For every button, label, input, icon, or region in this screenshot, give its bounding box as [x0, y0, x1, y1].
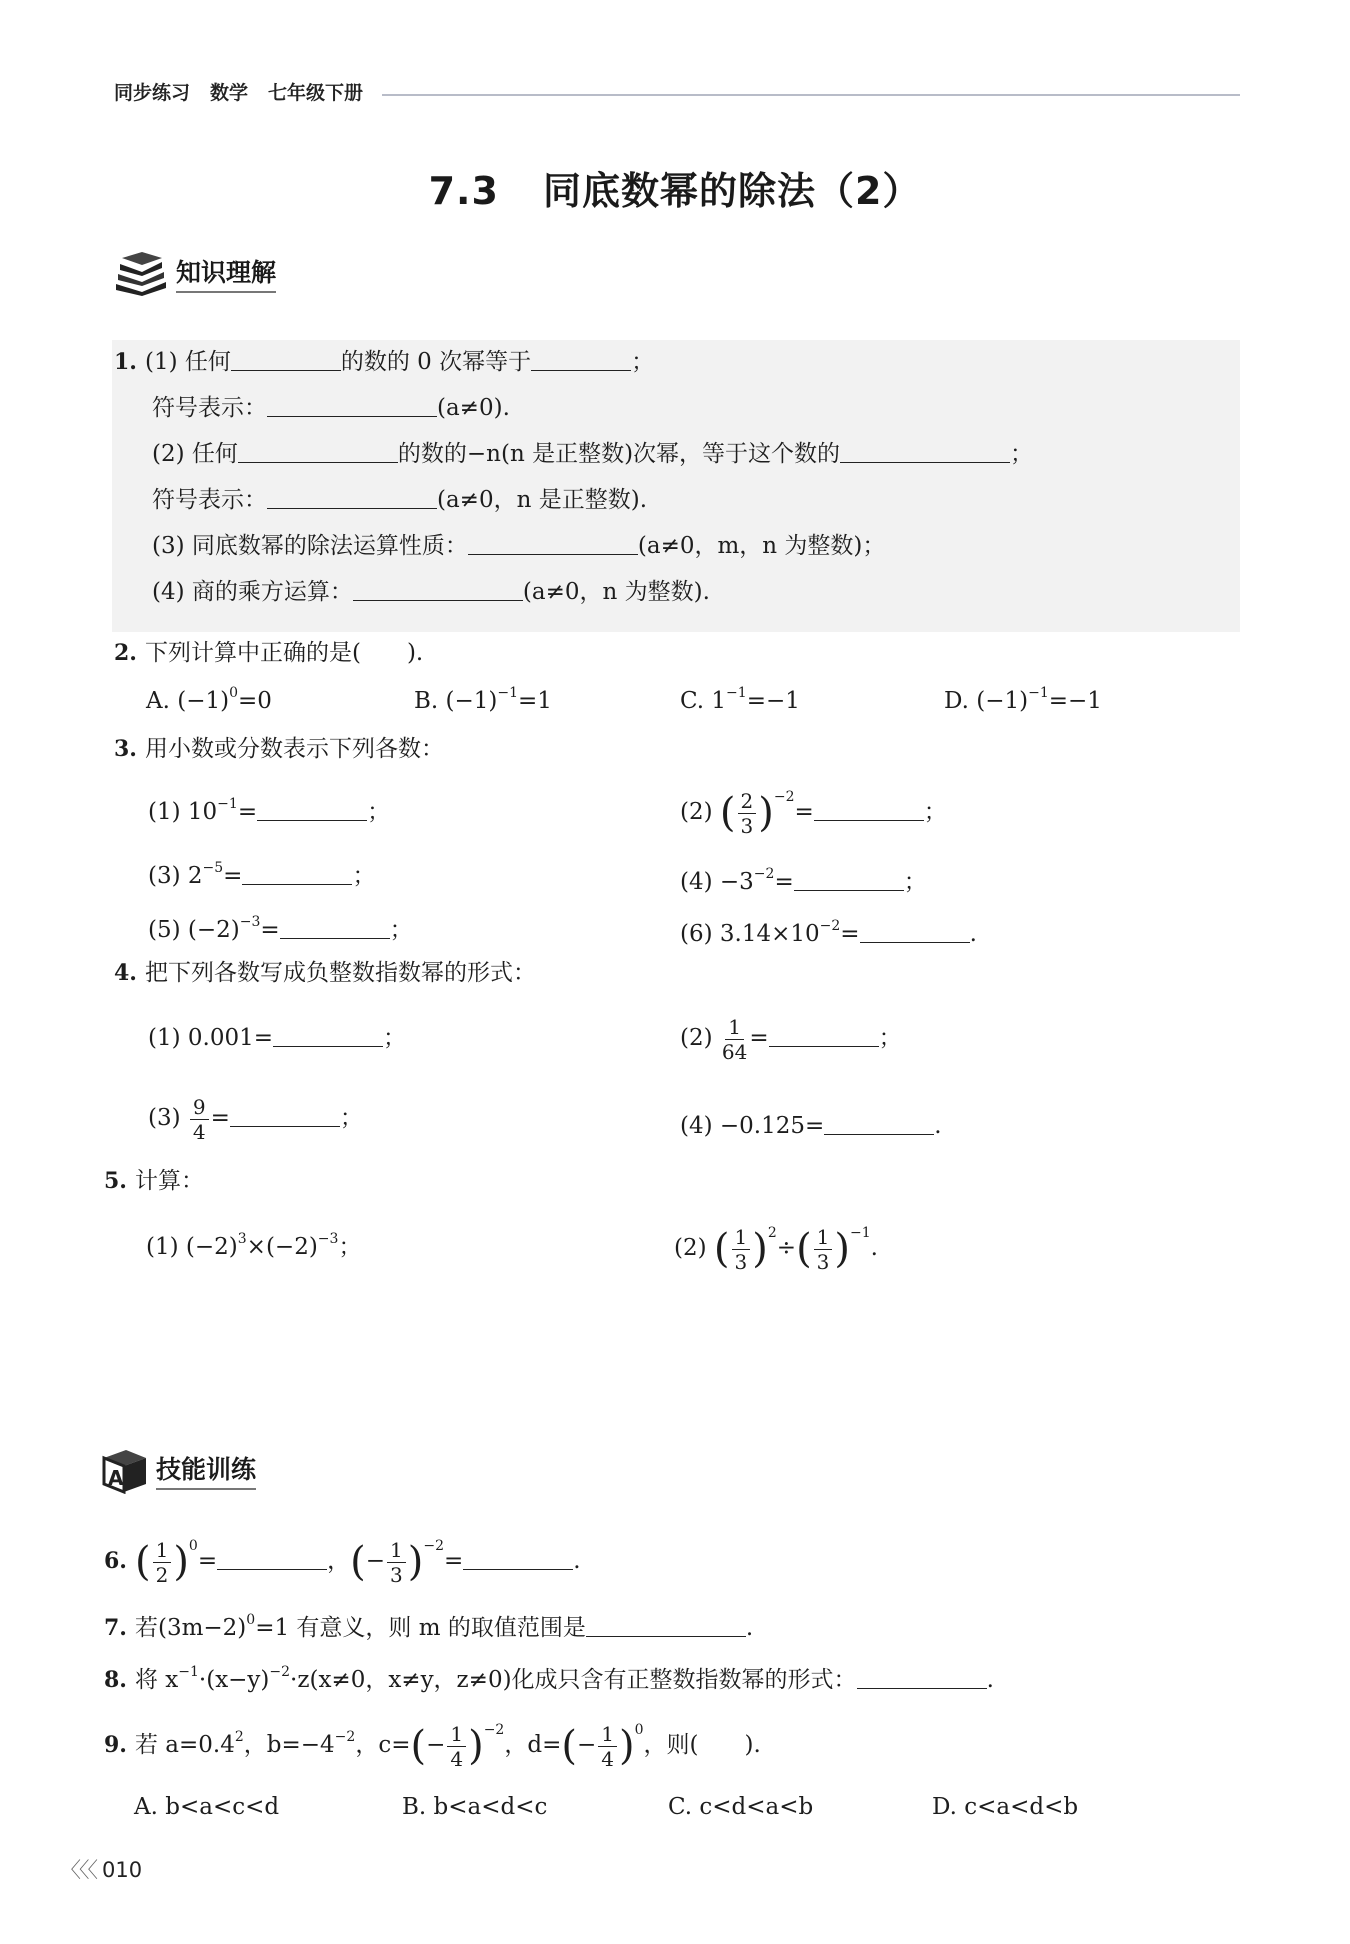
part-text: = — [840, 921, 860, 947]
part-text: (6) 3.14×10 — [680, 921, 820, 947]
numerator: 1 — [447, 1722, 466, 1747]
question-number: 9. — [104, 1732, 127, 1758]
part-text: = — [794, 799, 814, 825]
exponent: −1 — [726, 685, 747, 701]
denominator: 3 — [740, 813, 754, 838]
q8-text: ·z(x≠0，x≠y，z≠0)化成只含有正整数指数幂的形式： — [290, 1667, 857, 1693]
q2-option-a[interactable] — [146, 686, 272, 716]
grade: 七年级下册 — [268, 82, 364, 104]
answer-blank[interactable] — [794, 866, 904, 891]
q1-line-4 — [152, 484, 647, 515]
exponent: −2 — [819, 918, 841, 934]
answer-blank[interactable] — [267, 484, 437, 509]
denominator: 4 — [450, 1746, 464, 1771]
q5-stem — [104, 1166, 204, 1196]
answer-blank[interactable] — [273, 1022, 383, 1047]
answer-blank[interactable] — [280, 914, 390, 939]
paren-right: ) — [468, 1723, 484, 1769]
arrows-icon: 〈〈〈 — [60, 1858, 96, 1882]
q8-text: ·(x−y) — [198, 1667, 270, 1693]
q4-part-3 — [148, 1094, 363, 1144]
q3-part-4 — [680, 866, 927, 897]
question-number: 8. — [104, 1667, 127, 1693]
answer-blank[interactable] — [231, 346, 341, 371]
exponent: 2 — [767, 1225, 777, 1241]
part-text: ； — [338, 1234, 362, 1260]
question-number: 3. — [114, 736, 137, 762]
fraction — [814, 1225, 833, 1274]
part-text: (4) −3 — [680, 869, 754, 895]
denominator: 3 — [734, 1249, 748, 1274]
answer-blank[interactable] — [860, 918, 970, 943]
paren-left: ( — [350, 1539, 366, 1585]
page-number: 010 — [102, 1858, 143, 1882]
answer-blank[interactable] — [468, 530, 638, 555]
part-text: . — [870, 1235, 878, 1261]
exponent: −2 — [269, 1664, 291, 1680]
part-text: = — [223, 863, 243, 889]
q3-part-1 — [148, 796, 390, 827]
q1-text: 的数的 0 次幂等于 — [340, 349, 532, 375]
exponent: 0 — [229, 685, 239, 701]
part-text: (1) (−2) — [146, 1234, 238, 1260]
q6-text: = — [444, 1548, 464, 1574]
exponent: −1 — [1028, 685, 1049, 701]
section-label: 技能训练 — [156, 1450, 256, 1490]
q9-text: − — [426, 1732, 446, 1758]
paren-right: ) — [173, 1539, 189, 1585]
fraction — [387, 1538, 406, 1587]
fraction — [598, 1722, 617, 1771]
q3-stem — [114, 734, 444, 764]
paren-left: ( — [410, 1723, 427, 1769]
answer-blank[interactable] — [238, 438, 398, 463]
answer-blank[interactable] — [267, 392, 437, 417]
q4-part-1 — [148, 1022, 406, 1053]
header-rule — [382, 94, 1240, 96]
exponent: −3 — [317, 1231, 339, 1247]
exponent: −1 — [497, 685, 519, 701]
fraction — [447, 1722, 466, 1771]
q9-option-a[interactable]: A. b<a<c<d — [134, 1794, 280, 1820]
answer-blank[interactable] — [257, 796, 367, 821]
exponent: −3 — [239, 914, 261, 930]
exponent: 2 — [234, 1729, 244, 1745]
q6-text: . — [573, 1548, 581, 1574]
option-text: =0 — [238, 688, 272, 714]
q6-text: − — [365, 1548, 386, 1574]
fraction — [722, 1015, 747, 1064]
running-header — [114, 78, 383, 105]
section-number: 7.3 — [428, 169, 499, 213]
q1-text: (4) 商的乘方运算： — [152, 579, 353, 605]
q4-stem — [114, 958, 536, 988]
fraction — [190, 1095, 209, 1144]
q2-option-d[interactable] — [944, 686, 1102, 716]
paren-left: ( — [713, 1226, 730, 1272]
q5-part-2 — [674, 1224, 878, 1274]
q9-text: ，b=−4 — [243, 1732, 335, 1758]
section-heading-knowledge — [112, 250, 276, 296]
exponent: 3 — [237, 1231, 247, 1247]
q7-text: =1 有意义，则 m 的取值范围是 — [255, 1615, 586, 1641]
part-text: (3) — [148, 1105, 181, 1131]
part-text: ×(−2) — [246, 1234, 318, 1260]
option-text: C. 1 — [680, 688, 727, 714]
exponent: −2 — [753, 866, 775, 882]
option-text: =−1 — [746, 688, 800, 714]
q5-part-1 — [146, 1232, 361, 1262]
q9-text: − — [576, 1732, 597, 1758]
q9-text: 若 a=0.4 — [134, 1732, 235, 1758]
fraction — [738, 789, 757, 838]
denominator: 3 — [816, 1249, 830, 1274]
q2-option-b[interactable] — [414, 686, 552, 716]
part-text: = — [749, 1025, 769, 1051]
q2-text: 下列计算中正确的是( ). — [144, 640, 424, 666]
part-text: ； — [389, 917, 413, 943]
q1-text: (a≠0，n 是正整数). — [437, 487, 647, 513]
option-text: =−1 — [1048, 688, 1102, 714]
q3-part-6 — [680, 918, 977, 949]
part-text: (2) — [680, 799, 713, 825]
denominator: 4 — [192, 1119, 206, 1144]
exponent: 0 — [188, 1538, 198, 1554]
part-text: (4) −0.125= — [680, 1113, 825, 1139]
paren-right: ) — [758, 790, 774, 836]
part-text: = — [774, 869, 794, 895]
numerator: 1 — [814, 1225, 833, 1250]
exponent: −1 — [850, 1225, 871, 1241]
answer-blank[interactable] — [242, 860, 352, 885]
paren-left: ( — [134, 1539, 151, 1585]
q3-part-3 — [148, 860, 375, 891]
paren-left: ( — [561, 1723, 577, 1769]
page-title — [0, 160, 1350, 215]
part-text: ； — [923, 799, 947, 825]
exponent: −2 — [483, 1722, 505, 1738]
part-text: ； — [339, 1105, 363, 1131]
question-number: 2. — [114, 640, 137, 666]
q3-text: 用小数或分数表示下列各数： — [144, 736, 444, 762]
q9-text: ，d= — [504, 1732, 562, 1758]
paren-left: ( — [796, 1226, 812, 1272]
denominator: 64 — [721, 1039, 748, 1064]
numerator: 1 — [598, 1722, 617, 1747]
q1-text: ； — [1010, 441, 1034, 467]
q1-line-2 — [152, 392, 510, 423]
fraction — [153, 1538, 172, 1587]
q7-text: 若(3m−2) — [134, 1615, 247, 1641]
q1-line-6 — [152, 576, 710, 607]
q1-text: (3) 同底数幂的除法运算性质： — [152, 533, 468, 559]
q9-option-b[interactable]: B. b<a<d<c — [402, 1794, 548, 1820]
book-name: 同步练习 — [114, 82, 191, 104]
answer-blank[interactable] — [463, 1545, 573, 1570]
numerator: 2 — [738, 789, 757, 814]
paren-right: ) — [618, 1723, 635, 1769]
subject: 数学 — [210, 82, 249, 104]
option-text: A. (−1) — [146, 688, 230, 714]
numerator: 1 — [153, 1538, 172, 1563]
q4-part-2 — [680, 1014, 902, 1064]
answer-blank[interactable] — [857, 1664, 987, 1689]
denominator: 2 — [155, 1562, 169, 1587]
part-text: ； — [367, 799, 391, 825]
answer-blank[interactable] — [353, 576, 523, 601]
numerator: 1 — [387, 1538, 406, 1563]
q1-line-5 — [152, 530, 885, 561]
part-text: . — [934, 1113, 942, 1139]
section-heading-skills — [100, 1446, 256, 1494]
q1-text: 符号表示： — [152, 487, 267, 513]
q1-text: 的数的−n(n 是正整数)次幂，等于这个数的 — [397, 441, 841, 467]
q1-text: 符号表示： — [152, 395, 267, 421]
q9-option-c[interactable]: C. c<d<a<b — [668, 1794, 814, 1820]
q4-text: 把下列各数写成负整数指数幂的形式： — [144, 960, 536, 986]
answer-blank[interactable] — [824, 1110, 934, 1135]
exponent: −2 — [773, 789, 795, 805]
part-text: = — [237, 799, 258, 825]
answer-blank[interactable] — [769, 1022, 879, 1047]
q6-text: = — [197, 1548, 218, 1574]
exponent: −2 — [334, 1729, 356, 1745]
question-number: 6. — [104, 1548, 127, 1574]
part-text: (2) — [674, 1235, 707, 1261]
option-text: B. (−1) — [414, 688, 498, 714]
q1-text: ； — [631, 349, 655, 375]
part-text: ； — [878, 1025, 902, 1051]
fraction — [732, 1225, 751, 1274]
answer-blank[interactable] — [814, 796, 924, 821]
q1-line-3 — [152, 438, 1033, 469]
part-text: ； — [903, 869, 927, 895]
answer-blank[interactable] — [531, 346, 631, 371]
part-text: (1) 0.001= — [148, 1025, 274, 1051]
denominator: 3 — [390, 1562, 403, 1587]
option-text: =1 — [518, 688, 552, 714]
part-text: (5) (−2) — [148, 917, 240, 943]
q8-text: . — [986, 1667, 994, 1693]
exponent: 0 — [634, 1722, 644, 1738]
q9-option-d[interactable]: D. c<a<d<b — [932, 1794, 1079, 1820]
q2-option-c[interactable] — [680, 686, 800, 716]
section-title: 同底数幂的除法（2） — [542, 169, 922, 213]
paren-right: ) — [407, 1539, 424, 1585]
q6 — [104, 1534, 581, 1588]
answer-blank[interactable] — [586, 1612, 746, 1637]
part-text: (3) 2 — [148, 863, 203, 889]
q1-text: (a≠0，n 为整数). — [522, 579, 710, 605]
q1-line-1 — [114, 346, 654, 377]
part-text: . — [969, 921, 977, 947]
svg-text:A: A — [108, 1466, 124, 1490]
answer-blank[interactable] — [230, 1102, 340, 1127]
q9-stem — [104, 1718, 761, 1772]
q1-text: (1) 任何 — [144, 349, 231, 375]
answer-blank[interactable] — [217, 1545, 327, 1570]
books-icon — [112, 250, 170, 296]
q1-text: (a≠0). — [437, 395, 510, 421]
part-text: = — [210, 1105, 230, 1131]
page-footer — [60, 1854, 142, 1884]
numerator: 1 — [732, 1225, 751, 1250]
exponent: −1 — [178, 1664, 199, 1680]
part-text: ÷ — [776, 1235, 797, 1261]
q1-text: (a≠0，m，n 为整数)； — [637, 533, 886, 559]
q5-text: 计算： — [134, 1168, 204, 1194]
paren-right: ) — [834, 1226, 851, 1272]
question-number: 4. — [114, 960, 137, 986]
part-text: (2) — [680, 1025, 713, 1051]
exponent: −2 — [423, 1538, 444, 1554]
exponent: −5 — [202, 860, 224, 876]
question-number: 7. — [104, 1615, 127, 1641]
part-text: (1) 10 — [148, 799, 218, 825]
section-label: 知识理解 — [176, 253, 276, 293]
exponent: 0 — [246, 1612, 256, 1628]
q1-text: (2) 任何 — [152, 441, 238, 467]
denominator: 4 — [601, 1746, 614, 1771]
exponent: −1 — [217, 796, 238, 812]
numerator: 1 — [725, 1015, 744, 1040]
q7-text: . — [745, 1615, 754, 1641]
q2-stem — [114, 638, 423, 668]
q3-part-2 — [680, 788, 947, 838]
option-text: D. (−1) — [944, 688, 1029, 714]
q8-text: 将 x — [134, 1667, 179, 1693]
answer-blank[interactable] — [840, 438, 1010, 463]
question-number: 1. — [114, 349, 137, 375]
q9-text: ，c= — [355, 1732, 411, 1758]
q6-text: ， — [327, 1548, 351, 1574]
numerator: 9 — [190, 1095, 209, 1120]
q9-text: ，则( ). — [643, 1732, 761, 1758]
q8 — [104, 1664, 994, 1695]
part-text: ； — [383, 1025, 407, 1051]
cube-a-icon — [100, 1446, 150, 1494]
paren-right: ) — [752, 1226, 768, 1272]
q7 — [104, 1612, 753, 1643]
part-text: ； — [352, 863, 376, 889]
paren-left: ( — [719, 790, 736, 836]
q4-part-4 — [680, 1110, 942, 1141]
q3-part-5 — [148, 914, 413, 945]
part-text: = — [260, 917, 280, 943]
question-number: 5. — [104, 1168, 127, 1194]
